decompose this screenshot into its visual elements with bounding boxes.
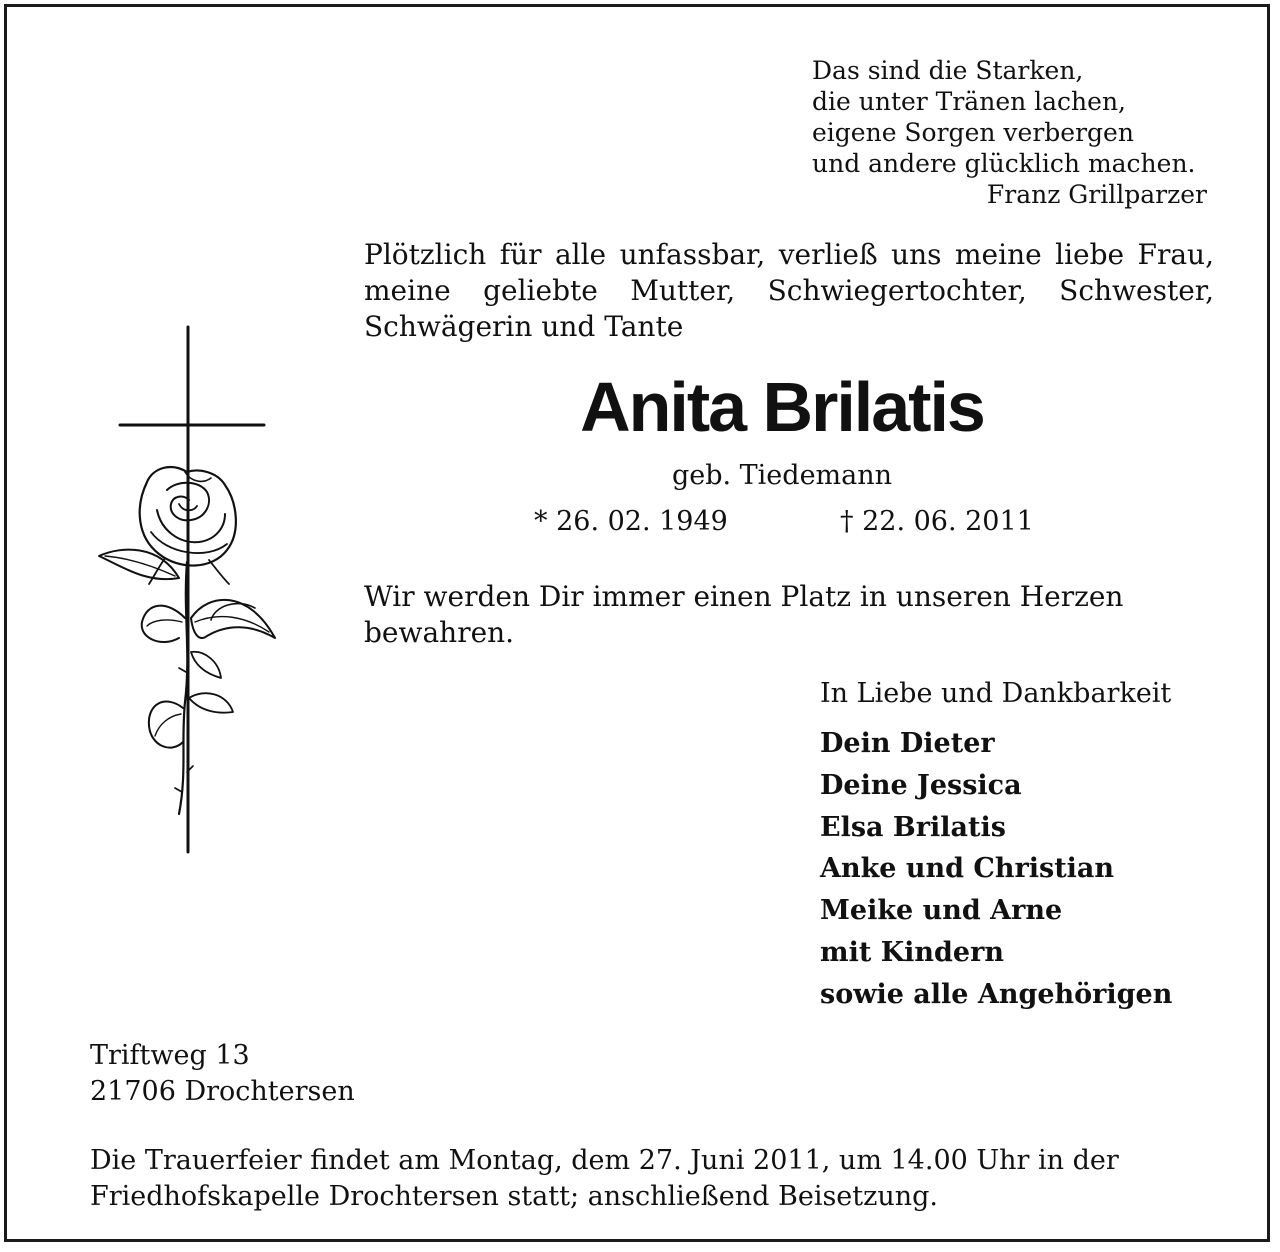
announcement-text: [364, 237, 1214, 345]
mourner-name: sowie alle Angehörigen: [820, 978, 1173, 1010]
memory-line: Wir werden Dir immer einen Platz in unseren Herzen: [364, 580, 1124, 613]
poem-quote: [812, 55, 1207, 210]
quote-line: Das sind die Starken,: [812, 56, 1084, 85]
quote-author: Franz Grillparzer: [986, 180, 1207, 209]
memory-text: [364, 579, 1194, 651]
death-date: † 22. 06. 2011: [840, 506, 1034, 537]
service-line: Friedhofskapelle Drochtersen statt; anschließend Beisetzung.: [90, 1181, 939, 1212]
service-line: Die Trauerfeier findet am Montag, dem 27. Juni 2011, um 14.00 Uhr in der: [90, 1145, 1119, 1176]
mourner-name: Deine Jessica: [820, 769, 1022, 801]
quote-line: eigene Sorgen verbergen: [812, 118, 1134, 147]
address-city: 21706 Drochtersen: [90, 1076, 355, 1107]
obituary-frame: [4, 4, 1270, 1242]
quote-line: die unter Tränen lachen,: [812, 87, 1127, 116]
rose-cross-icon: [87, 322, 287, 862]
announcement-line: Plötzlich für alle unfassbar, verließ uns meine liebe Frau,: [364, 238, 1214, 271]
announcement-line: meine geliebte Mutter, Schwiegertochter, Schwester,: [364, 274, 1214, 307]
family-address: [90, 1038, 355, 1110]
funeral-service-info: [90, 1143, 1210, 1215]
announcement-line: Schwägerin und Tante: [364, 310, 684, 343]
mourner-name: Elsa Brilatis: [820, 811, 1006, 843]
maiden-name: geb. Tiedemann: [671, 460, 893, 491]
mourner-name: Dein Dieter: [820, 728, 995, 759]
birth-date: * 26. 02. 1949: [534, 506, 728, 537]
mourner-name: mit Kindern: [820, 936, 1004, 968]
deceased-name: Anita Brilatis: [580, 368, 984, 446]
mourner-name: Anke und Christian: [820, 853, 1115, 885]
mourner-name: Meike und Arne: [820, 895, 1063, 927]
mourners-list: [820, 723, 1172, 1016]
closing-phrase: In Liebe und Dankbarkeit: [820, 678, 1172, 709]
memory-line: bewahren.: [364, 616, 515, 649]
quote-line: und andere glücklich machen.: [812, 149, 1196, 178]
address-street: Triftweg 13: [90, 1040, 250, 1071]
